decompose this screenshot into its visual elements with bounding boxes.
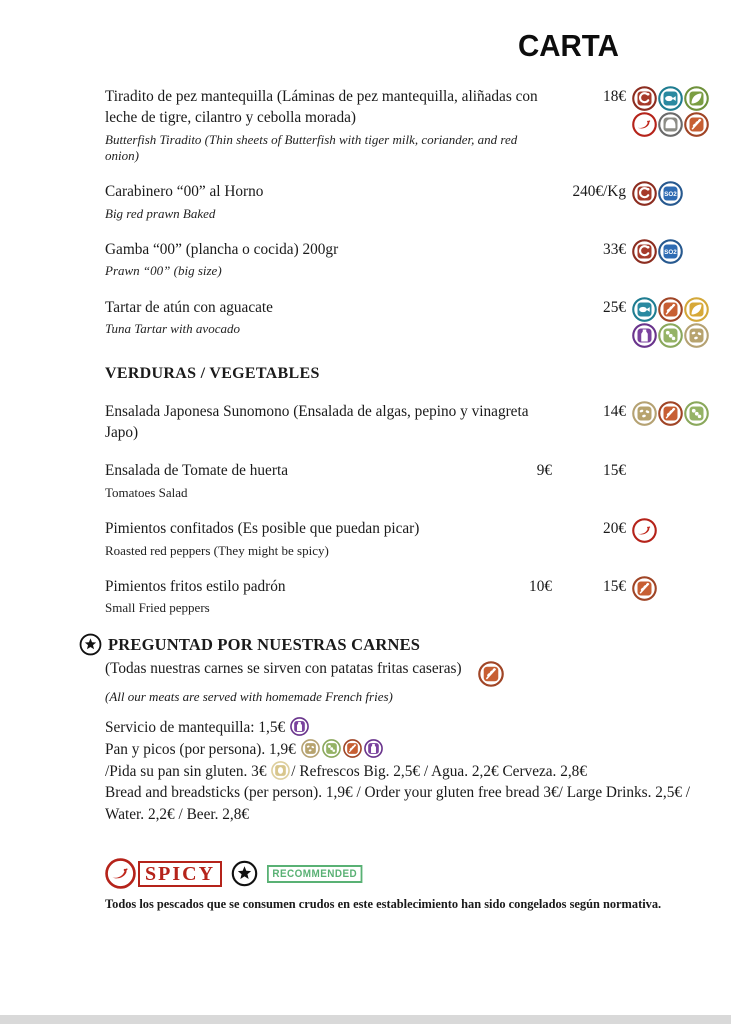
menu-item-name: Ensalada de Tomate de huerta <box>105 462 288 480</box>
spicy-stamp <box>105 858 222 889</box>
menu-item-translation: Tuna Tartar with avocado <box>105 321 240 337</box>
sesamo-icon <box>301 739 320 758</box>
service-line <box>105 761 712 783</box>
section-header: VERDURAS / VEGETABLES <box>105 364 320 382</box>
menu-item-row <box>105 518 712 559</box>
menu-item-allergen-icons <box>632 181 712 206</box>
menu-item-allergen-icons <box>632 518 712 543</box>
lacteos-icon <box>364 739 383 758</box>
menu-item-name: Tiradito de pez mantequilla (Láminas de pez mantequilla, aliñadas con leche de tigre, cilantro y cebolla morada) <box>105 88 538 127</box>
menu-item-translation: Roasted red peppers (They might be spicy) <box>105 542 329 558</box>
menu-item-name: Gamba “00” (plancha o cocida) 200gr <box>105 240 339 258</box>
meats-note-title: PREGUNTAD POR NUESTRAS CARNES <box>108 634 421 654</box>
menu-item-name-cell <box>105 86 552 164</box>
menu-item-name: Pimientos confitados (Es posible que puedan picar) <box>105 520 420 538</box>
svg-text:SO2: SO2 <box>664 191 677 199</box>
menu-item-name: Carabinero “00” al Horno <box>105 183 264 201</box>
menu-item-row <box>105 460 712 501</box>
menu-item-allergen-icons <box>632 297 712 348</box>
service-line <box>105 717 712 739</box>
frozen-fish-disclaimer: Todos los pescados que se consumen crudos en este establecimiento han sido congelados según normativa. <box>105 897 662 912</box>
cereales-gluten-icon <box>632 576 657 601</box>
recommended-label: RECOMMENDED <box>267 865 363 883</box>
service-line-text: Servicio de mantequilla: 1,5€ <box>105 719 289 737</box>
menu-item-row <box>105 239 712 280</box>
menu-item-price: 15€ <box>603 577 626 595</box>
menu-item-allergen-icons <box>632 401 712 426</box>
menu-item-name: Ensalada Japonesa Sunomono (Ensalada de algas, pepino y vinagreta Japo) <box>105 402 529 442</box>
cereales-gluten-icon <box>658 401 683 426</box>
meats-note-spanish-text: (Todas nuestras carnes se sirven con patatas fritas caseras) <box>105 660 462 678</box>
meats-note-header <box>79 633 712 656</box>
footer-stamps <box>105 858 712 889</box>
menu-item-name-cell <box>105 181 552 222</box>
spicy-icon <box>632 518 657 543</box>
meats-note-english: (All our meats are served with homemade French fries) <box>105 689 393 705</box>
lacteos-icon <box>632 323 657 348</box>
sulfitos-icon <box>658 181 683 206</box>
moluscos-icon <box>658 112 683 137</box>
menu-item-price: 20€ <box>603 520 626 538</box>
cereales-gluten-icon <box>343 739 362 758</box>
star-icon <box>231 860 258 887</box>
menu-item-name: Tartar de atún con aguacate <box>105 298 273 316</box>
crustaceos-icon <box>632 181 657 206</box>
menu-item-row <box>105 401 712 444</box>
menu-item-row <box>105 576 712 617</box>
service-line-text: Bread and breadsticks (per person). 1,9€ / Order your gluten free bread 3€/ Large Drinks. 2,5€ / Water. 2,2€ / Beer. 2,8€ <box>105 784 691 823</box>
pescados-icon <box>658 86 683 111</box>
cereales-gluten-icon <box>478 661 504 687</box>
gluten-icon <box>470 661 504 687</box>
lacteos-icon <box>290 717 309 736</box>
menu-item-name-cell <box>105 576 498 617</box>
menu-item-price: 240€/Kg <box>572 183 626 201</box>
soja-icon <box>658 323 683 348</box>
apio-icon <box>684 86 709 111</box>
service-line-text: / Refrescos Big. 2,5€ / Agua. 2,2€ Cerveza. 2,8€ <box>291 762 587 780</box>
sesamo-icon <box>684 323 709 348</box>
menu-item-row <box>105 86 712 164</box>
huevos-icon <box>271 761 290 780</box>
page-edge <box>0 1015 731 1024</box>
soja-icon <box>684 401 709 426</box>
service-line-text: /Pida su pan sin gluten. 3€ <box>105 762 271 780</box>
menu-item-price: 15€ <box>603 462 626 480</box>
menu-item-row <box>105 297 712 348</box>
chili-icon <box>105 858 136 889</box>
crustaceos-icon <box>632 239 657 264</box>
menu-item-translation: Big red prawn Baked <box>105 205 216 221</box>
spicy-icon <box>632 112 657 137</box>
menu-item-name: Pimientos fritos estilo padrón <box>105 577 286 595</box>
service-line-text: Pan y picos (por persona). 1,9€ <box>105 741 300 758</box>
crustaceos-icon <box>632 86 657 111</box>
menu-item-price: 33€ <box>603 240 626 258</box>
menu-item-price-half: 9€ <box>536 462 552 480</box>
svg-text:SO2: SO2 <box>664 248 677 256</box>
menu-item-price: 25€ <box>603 298 626 316</box>
menu-content <box>105 86 712 912</box>
menu-item-name-cell <box>105 401 552 444</box>
meats-note-spanish <box>105 660 712 687</box>
menu-item-allergen-icons <box>632 576 712 601</box>
service-line <box>105 782 712 825</box>
mostaza-icon <box>684 297 709 322</box>
sesamo-icon <box>632 401 657 426</box>
menu-item-price-half: 10€ <box>529 577 552 595</box>
menu-item-price: 18€ <box>603 88 626 105</box>
meats-note <box>105 633 712 705</box>
menu-item-name-cell <box>105 518 552 559</box>
menu-item-translation: Small Fried peppers <box>105 600 210 616</box>
menu-item-translation: Prawn “00” (big size) <box>105 263 222 279</box>
menu-item-name-cell <box>105 297 552 338</box>
menu-item-name-cell <box>105 460 498 501</box>
soja-icon <box>322 739 341 758</box>
cereales-gluten-icon <box>658 297 683 322</box>
menu-list <box>105 86 712 616</box>
star-icon <box>79 633 102 656</box>
menu-item-translation: Butterfish Tiradito (Thin sheets of Butterfish with tiger milk, coriander, and red onion) <box>105 131 518 164</box>
menu-item-name-cell <box>105 239 552 280</box>
service-prices <box>105 717 712 825</box>
service-line <box>105 739 712 761</box>
sulfitos-icon <box>658 239 683 264</box>
pescados-icon <box>632 297 657 322</box>
menu-item-row <box>105 181 712 222</box>
page-title: CARTA <box>518 28 619 63</box>
menu-item-allergen-icons <box>632 239 712 264</box>
menu-item-translation: Tomatoes Salad <box>105 484 188 500</box>
cereales-gluten-icon <box>684 112 709 137</box>
spicy-label: SPICY <box>138 861 222 887</box>
menu-item-price: 14€ <box>603 402 626 420</box>
menu-item-allergen-icons <box>632 86 712 137</box>
